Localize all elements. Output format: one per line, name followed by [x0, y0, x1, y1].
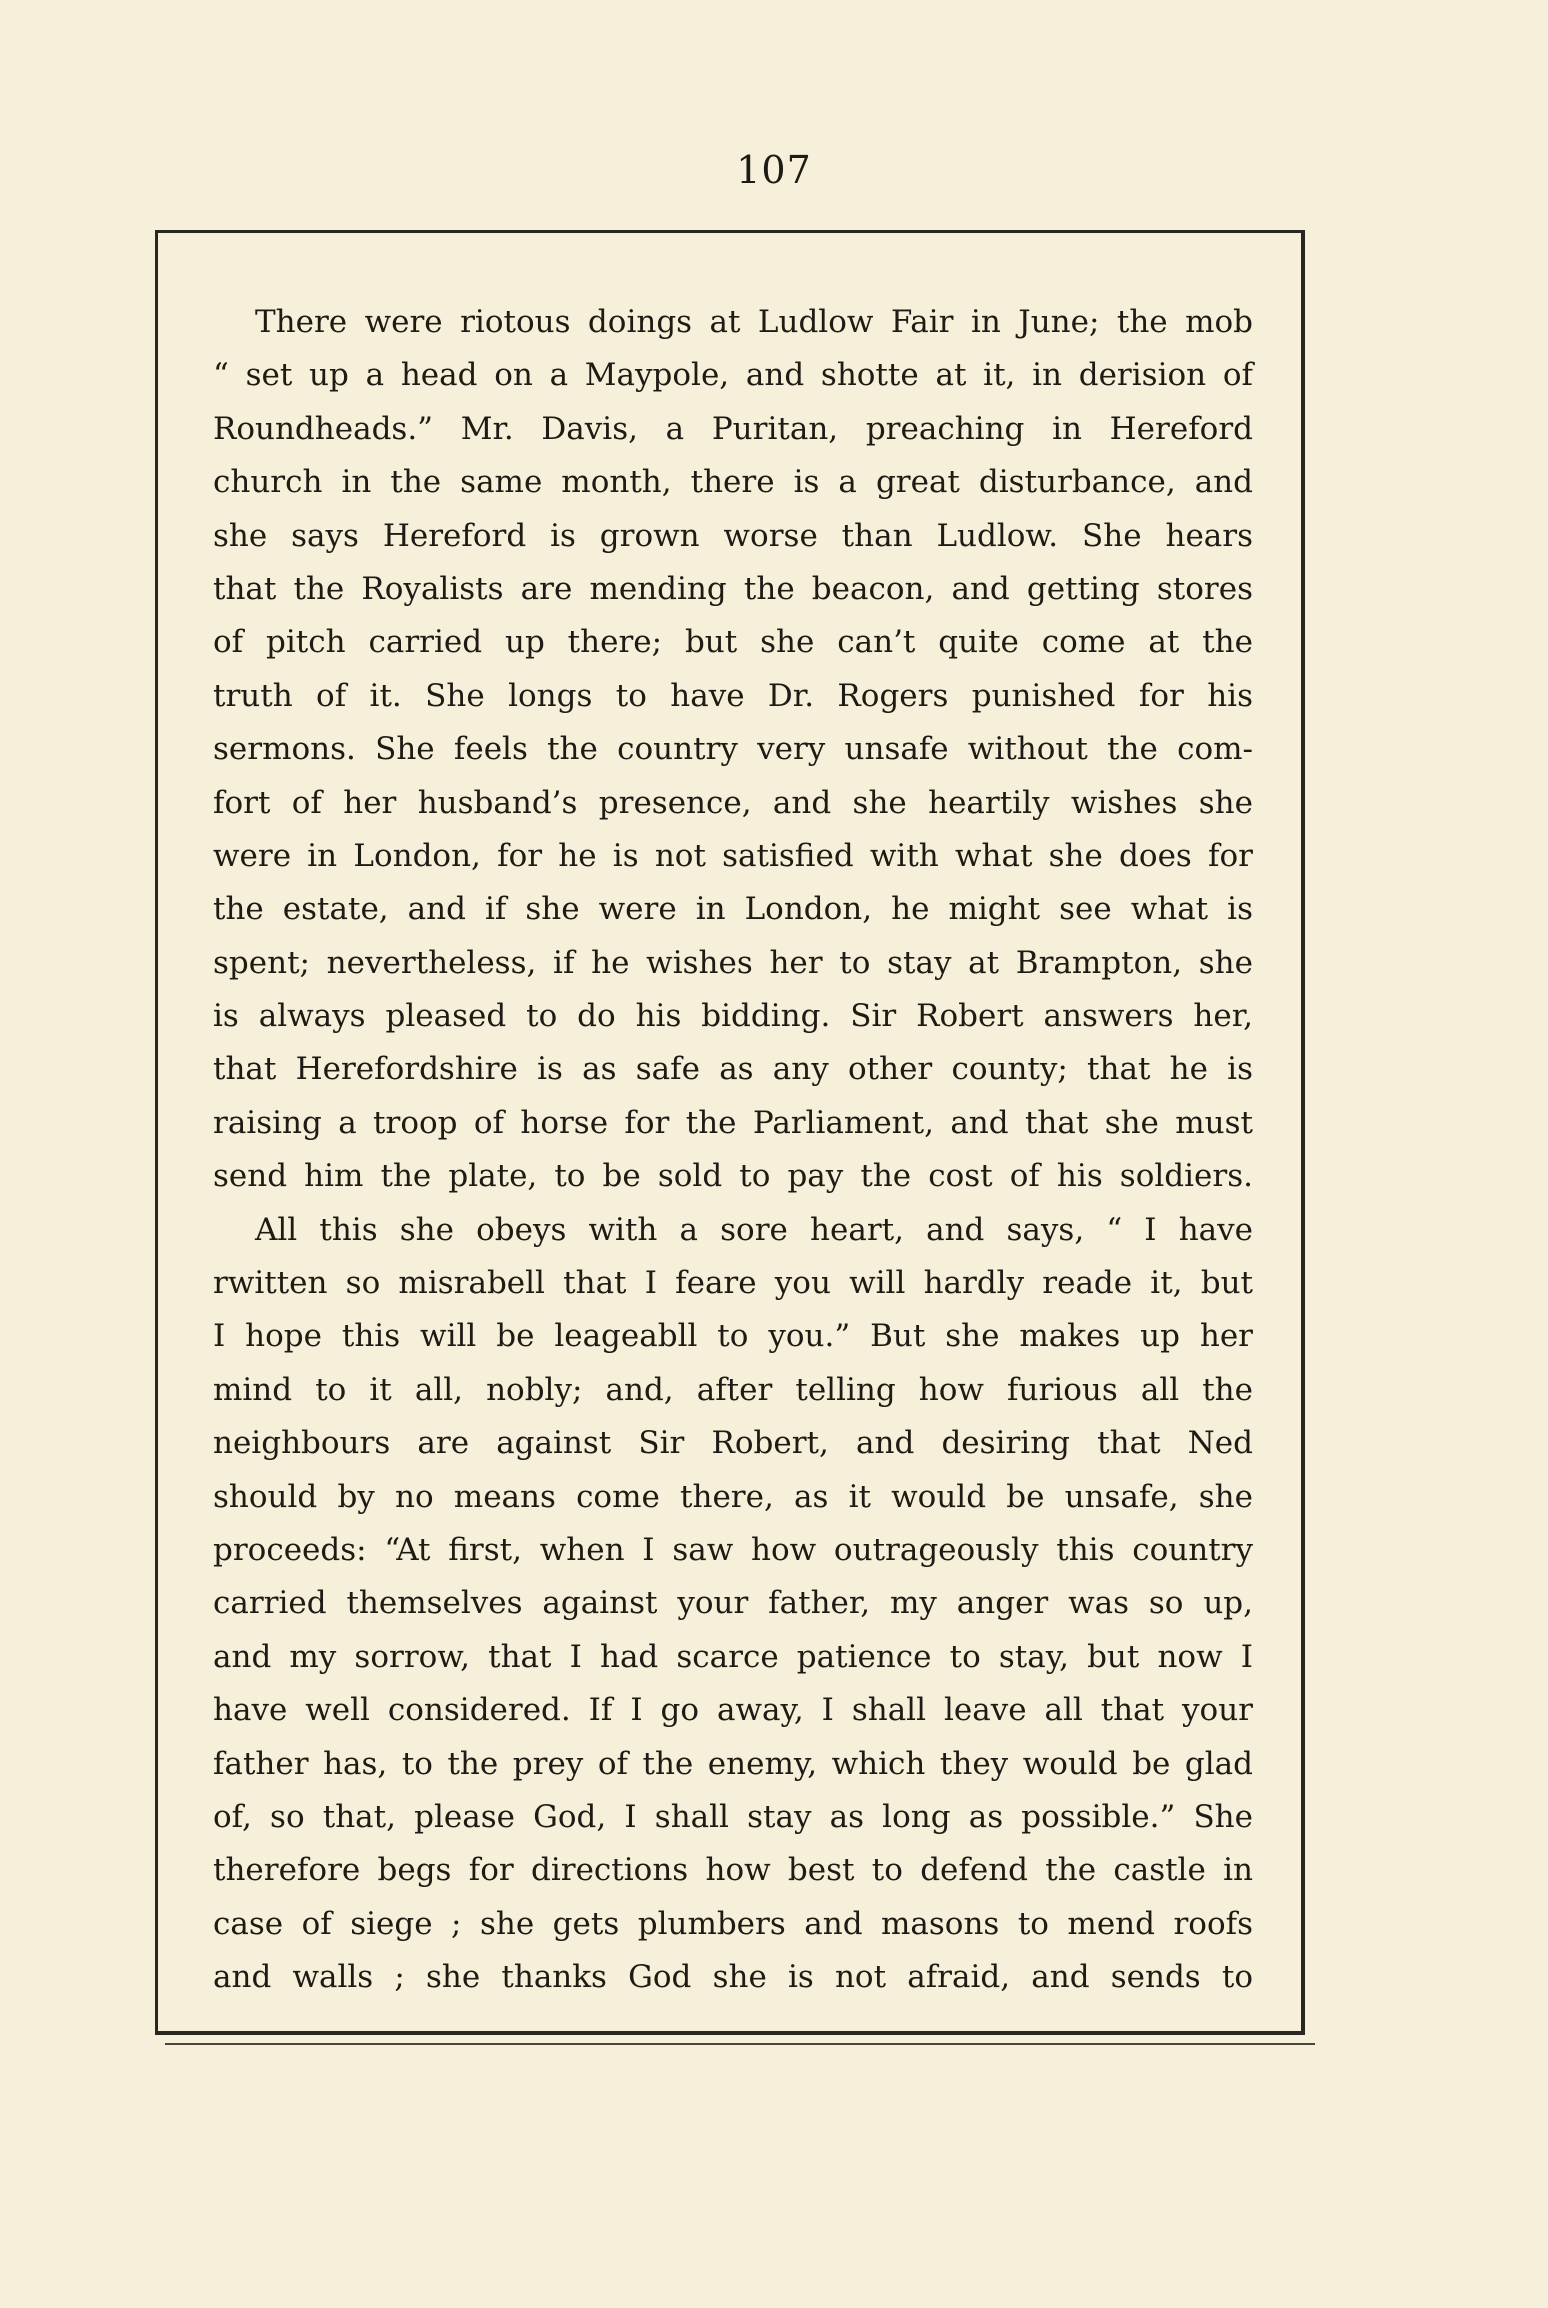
text-line: carried themselves against your father, my anger was so up, — [213, 1585, 1253, 1622]
text-line: sermons. She feels the country very unsafe without the com- — [213, 731, 1253, 768]
page-number: 107 — [736, 148, 812, 192]
text-line: of pitch carried up there; but she can’t quite come at the — [213, 624, 1253, 661]
text-line: and walls ; she thanks God she is not afraid, and sends to — [213, 1959, 1253, 1996]
text-line: send him the plate, to be sold to pay the cost of his soldiers. — [213, 1158, 1253, 1195]
text-line: have well considered. If I go away, I shall leave all that your — [213, 1692, 1253, 1729]
text-line: the estate, and if she were in London, he might see what is — [213, 891, 1253, 928]
text-line: There were riotous doings at Ludlow Fair in June; the mob — [255, 304, 1253, 340]
text-line: therefore begs for directions how best to defend the castle in — [213, 1852, 1253, 1889]
text-line: were in London, for he is not satisfied with what she does for — [213, 837, 1253, 874]
text-line: father has, to the prey of the enemy, which they would be glad — [213, 1745, 1253, 1782]
text-line: Roundheads.” Mr. Davis, a Puritan, preaching in Hereford — [213, 410, 1253, 447]
text-line: neighbours are against Sir Robert, and desiring that Ned — [213, 1425, 1253, 1462]
text-line: and my sorrow, that I had scarce patience to stay, but now I — [213, 1638, 1253, 1675]
text-line: is always pleased to do his bidding. Sir Robert answers her, — [213, 998, 1253, 1035]
body-text — [213, 296, 1253, 2005]
text-line: proceeds: “At first, when I saw how outrageously this country — [213, 1531, 1253, 1568]
text-line: should by no means come there, as it would be unsafe, she — [213, 1478, 1253, 1515]
text-line: that Herefordshire is as safe as any other county; that he is — [213, 1051, 1253, 1088]
text-line: that the Royalists are mending the beacon, and getting stores — [213, 570, 1253, 607]
text-line: truth of it. She longs to have Dr. Rogers punished for his — [213, 677, 1253, 714]
text-line: case of siege ; she gets plumbers and masons to mend roofs — [213, 1905, 1253, 1942]
text-line: of, so that, please God, I shall stay as long as possible.” She — [213, 1798, 1253, 1835]
text-line: raising a troop of horse for the Parliament, and that she must — [213, 1104, 1253, 1141]
text-line: “ set up a head on a Maypole, and shotte at it, in derision of — [213, 357, 1253, 394]
text-line: spent; nevertheless, if he wishes her to stay at Brampton, she — [213, 944, 1253, 981]
frame-bottom-rule — [165, 2043, 1315, 2045]
text-line: church in the same month, there is a great disturbance, and — [213, 464, 1253, 501]
text-line: I hope this will be leageabll to you.” But she makes up her — [213, 1318, 1253, 1355]
text-line: All this she obeys with a sore heart, and says, “ I have — [255, 1211, 1253, 1248]
text-line: fort of her husband’s presence, and she heartily wishes she — [213, 784, 1253, 821]
text-line: rwitten so misrabell that I feare you will hardly reade it, but — [213, 1265, 1253, 1302]
text-line: mind to it all, nobly; and, after telling how furious all the — [213, 1371, 1253, 1408]
text-line: she says Hereford is grown worse than Ludlow. She hears — [213, 517, 1253, 554]
